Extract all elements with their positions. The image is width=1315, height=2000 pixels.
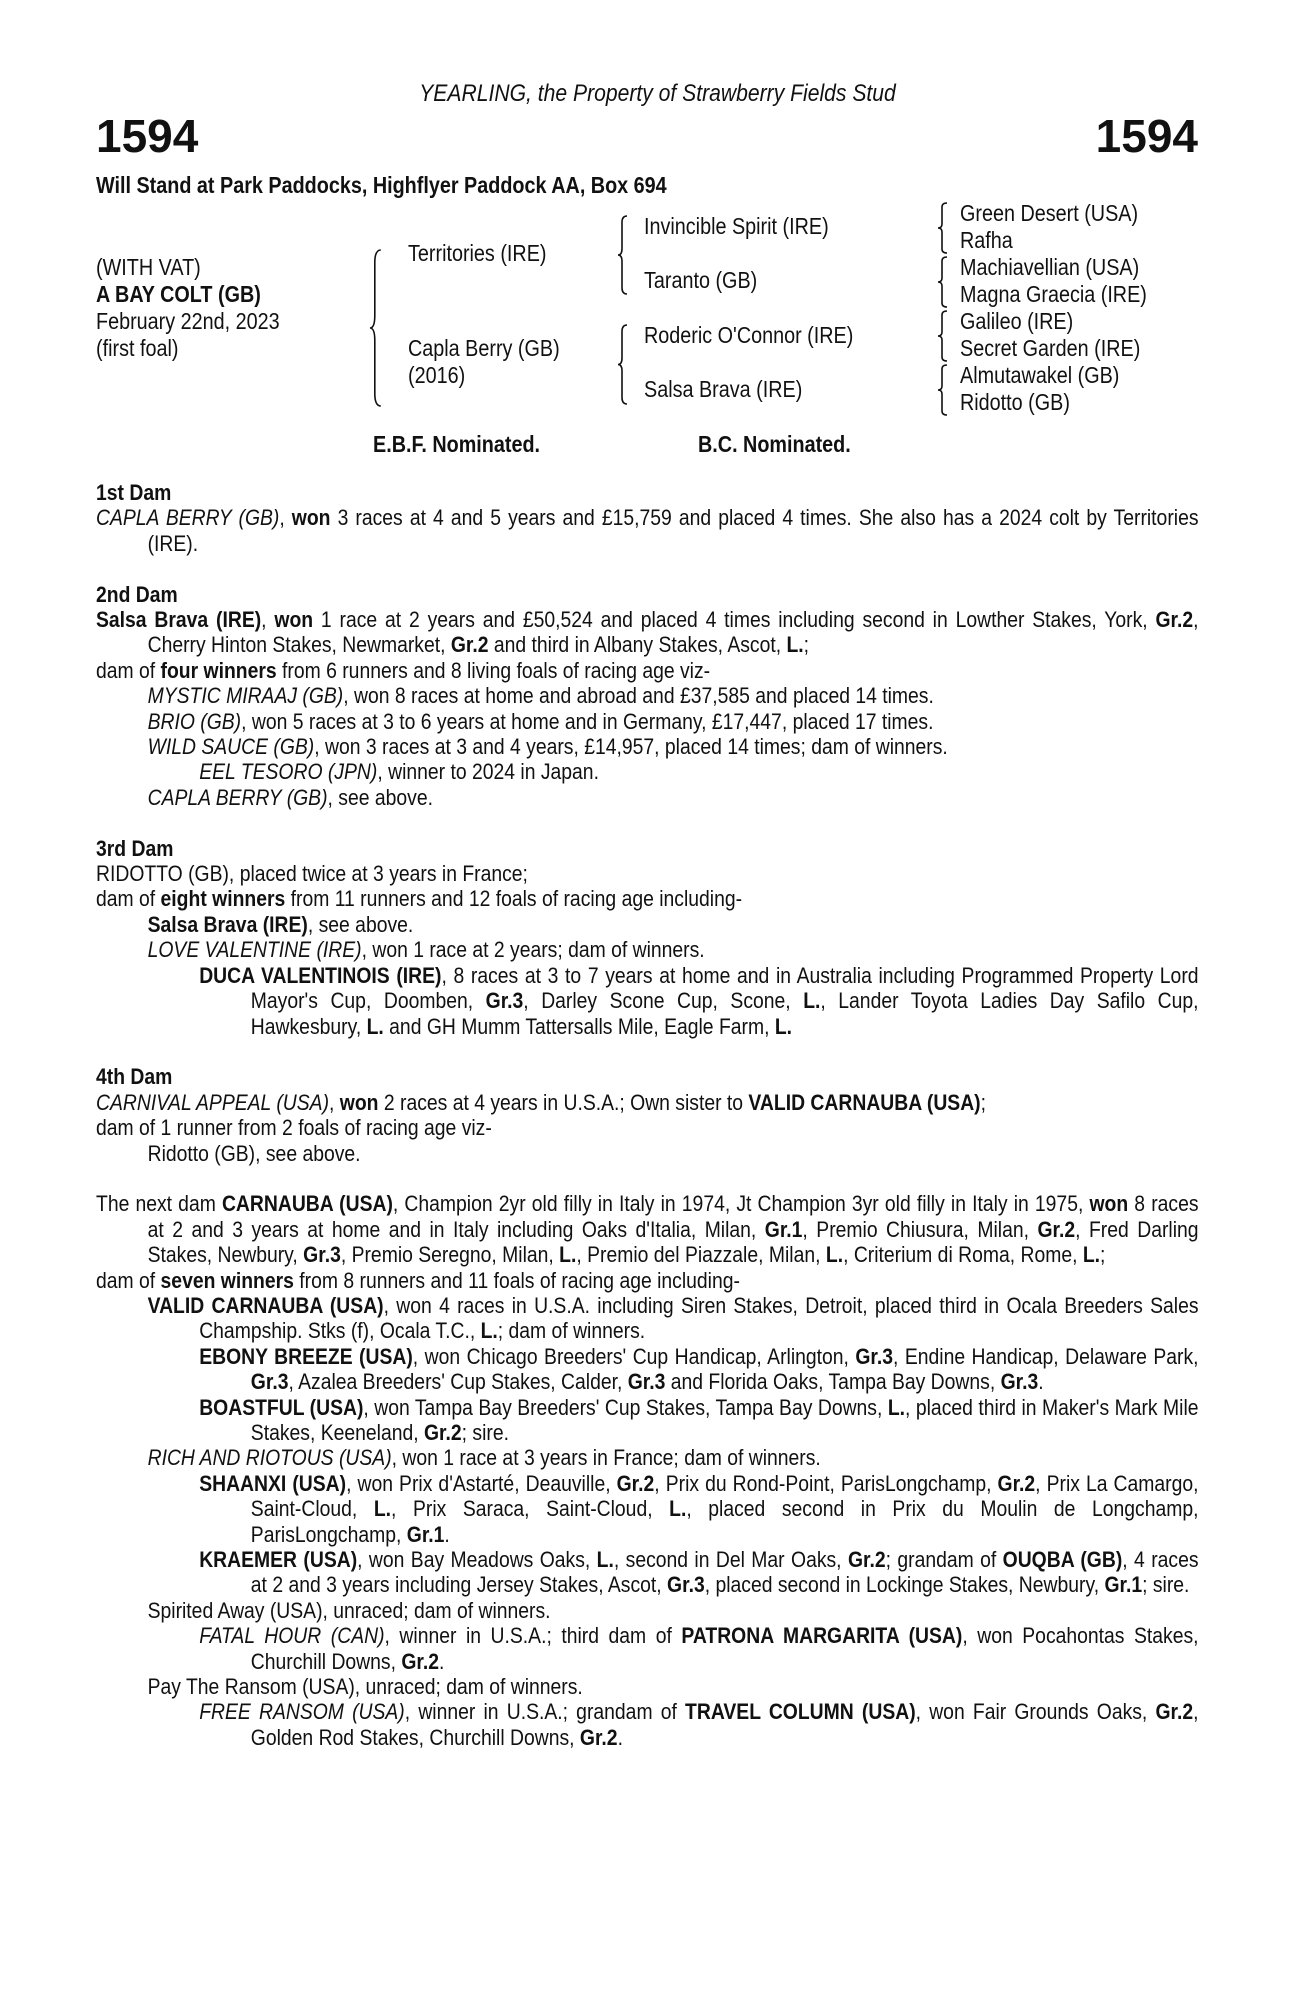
bold-text: L. (669, 1496, 687, 1522)
section-heading: 2nd Dam (96, 581, 178, 607)
gen3-horse: Secret Garden (IRE) (960, 335, 1141, 361)
pedigree-entry (96, 1471, 1199, 1547)
bold-text: won (291, 505, 331, 531)
bc-nomination: B.C. Nominated. (698, 431, 851, 457)
location: Will Stand at Park Paddocks, Highflyer Paddock AA, Box 694 (96, 172, 667, 198)
text: , placed second in Prix du Moulin de Longchamp, ParisLongchamp, (250, 1496, 1199, 1547)
pedigree-entry (96, 1141, 1199, 1166)
bold-text: Gr.3 (667, 1572, 705, 1598)
gen3-horse: Almutawakel (GB) (960, 362, 1120, 388)
bold-text: L. (774, 1013, 793, 1039)
text: 3 races at 4 and 5 years and £15,759 and placed 4 times. She also has a 2024 colt by Territories (IRE). (147, 505, 1199, 556)
text: Spirited Away (USA), unraced; dam of winners. (147, 1597, 551, 1623)
text: , placed second in Lockinge Stakes, Newbury, (704, 1572, 1105, 1598)
text: , Azalea Breeders' Cup Stakes, Calder, (288, 1369, 628, 1395)
bold-text: Salsa Brava (IRE) (96, 607, 262, 633)
pedigree-entry (96, 861, 1199, 886)
pedigree-entry (96, 658, 1199, 683)
text: RIDOTTO (GB), placed twice at 3 years in France; (96, 861, 528, 887)
pedigree-entry (96, 912, 1199, 937)
bold-text: Gr.2 (423, 1419, 462, 1445)
text: . (1038, 1369, 1044, 1395)
pedigree-entry (96, 1547, 1199, 1598)
dam-section (96, 1064, 1199, 1166)
bold-text: OUQBA (GB) (1002, 1547, 1123, 1572)
pedigree-brace (938, 311, 948, 361)
pedigree-entry (96, 759, 1199, 784)
text: . (444, 1521, 450, 1547)
vat-note: (WITH VAT) (96, 254, 201, 280)
text: dam of (96, 1267, 161, 1293)
bold-text: Gr.3 (1000, 1369, 1039, 1395)
pedigree-entry (96, 683, 1199, 708)
text: dam of (96, 657, 161, 683)
text: . (617, 1724, 623, 1750)
bold-text: Gr.2 (401, 1648, 440, 1674)
catalogue-page-body (96, 480, 1199, 1776)
text: and third in Albany Stakes, Ascot, (488, 632, 787, 658)
bold-text: CARNAUBA (USA) (221, 1191, 393, 1217)
bold-text: Gr.2 (847, 1547, 886, 1572)
italic-text: CARNIVAL APPEAL (USA) (96, 1089, 330, 1115)
text: , see above. (327, 784, 433, 810)
bold-text: L. (786, 632, 804, 658)
text: , won 4 races in U.S.A. including Siren Stakes, Detroit, placed third in Ocala Breeders Sales Champship. Stks (f), Ocala T.C., (199, 1292, 1199, 1344)
text: 1 race at 2 years and £50,524 and placed 4 times including second in Lowther Stakes, York, (313, 607, 1156, 633)
text: , won Tampa Bay Breeders' Cup Stakes, Tampa Bay Downs, (363, 1394, 888, 1420)
italic-text: RICH AND RIOTOUS (USA) (147, 1445, 392, 1471)
pedigree-entry (96, 1445, 1199, 1470)
text: , 4 races at 2 and 3 years including Jersey Stakes, Ascot, (250, 1547, 1199, 1598)
text: , Fred Darling Stakes, Newbury, (147, 1216, 1199, 1268)
bold-text: L. (480, 1318, 498, 1344)
gen3-horse: Ridotto (GB) (960, 389, 1070, 415)
dam-section (96, 1191, 1199, 1750)
text: , won 1 race at 2 years; dam of winners. (361, 937, 705, 963)
dam-section (96, 480, 1199, 556)
gen3-horse: Galileo (IRE) (960, 308, 1074, 334)
text: , Premio del Piazzale, Milan, (576, 1242, 826, 1268)
sire: Territories (IRE) (408, 240, 547, 266)
bold-text: Gr.1 (406, 1521, 445, 1547)
sire-sire: Invincible Spirit (IRE) (644, 213, 829, 239)
italic-text: LOVE VALENTINE (IRE) (147, 937, 362, 963)
text: , won 5 races at 3 to 6 years at home and in Germany, £17,447, placed 17 times. (241, 708, 934, 734)
text: , Cherry Hinton Stakes, Newmarket, (147, 607, 1199, 658)
italic-text: EEL TESORO (JPN) (199, 759, 378, 785)
bold-text: won (1089, 1191, 1129, 1217)
horse-name: A BAY COLT (GB) (96, 281, 261, 307)
text: , won Bay Meadows Oaks, (357, 1547, 597, 1572)
dam-dam: Salsa Brava (IRE) (644, 376, 803, 402)
bold-text: Gr.1 (764, 1216, 803, 1242)
dam: Capla Berry (GB) (408, 335, 560, 361)
text: ; (980, 1089, 987, 1115)
text: , Premio Chiusura, Milan, (802, 1216, 1038, 1242)
section-heading: 3rd Dam (96, 835, 174, 861)
text: ; grandam of (885, 1547, 1003, 1572)
pedigree-entry (96, 1191, 1199, 1267)
text: , Premio Seregno, Milan, (340, 1242, 560, 1268)
bold-text: Gr.2 (616, 1470, 655, 1496)
text: ; sire. (461, 1419, 509, 1445)
section-heading: 4th Dam (96, 1064, 173, 1090)
pedigree-entry (96, 734, 1199, 759)
gen3-horse: Magna Graecia (IRE) (960, 281, 1147, 307)
pedigree-entry (96, 1598, 1199, 1623)
bold-text: Gr.2 (997, 1470, 1036, 1496)
bold-text: L. (887, 1394, 906, 1420)
pedigree-entry (96, 1674, 1199, 1699)
dam-section (96, 582, 1199, 811)
text: , won Prix d'Astarté, Deauville, (346, 1470, 617, 1496)
text: , Golden Rod Stakes, Churchill Downs, (250, 1699, 1199, 1750)
bold-text: VALID CARNAUBA (USA) (147, 1292, 384, 1318)
catalogue-header: YEARLING, the Property of Strawberry Fields Stud (419, 80, 896, 107)
italic-text: FREE RANSOM (USA) (199, 1699, 405, 1725)
italic-text: CAPLA BERRY (GB) (147, 784, 328, 810)
bold-text: KRAEMER (USA) (199, 1547, 358, 1572)
pedigree-entry (96, 937, 1199, 962)
sire-dam: Taranto (GB) (644, 267, 758, 293)
text: , Criterium di Roma, Rome, (843, 1242, 1083, 1268)
pedigree-entry (96, 785, 1199, 810)
lot-number-right: 1594 (1095, 110, 1198, 162)
section-heading: 1st Dam (96, 480, 172, 505)
text: from 8 runners and 11 foals of racing age including- (293, 1267, 740, 1293)
text: ; (803, 632, 810, 658)
text: , (329, 1089, 340, 1115)
foal-note: (first foal) (96, 335, 179, 361)
bold-text: Gr.3 (250, 1369, 289, 1395)
text: , Endine Handicap, Delaware Park, (893, 1343, 1199, 1369)
text: and GH Mumm Tattersalls Mile, Eagle Farm, (383, 1013, 775, 1039)
dam-section (96, 836, 1199, 1039)
text: , see above. (307, 911, 414, 937)
text: , won 3 races at 3 and 4 years, £14,957, placed 14 times; dam of winners. (314, 734, 948, 760)
pedigree-entry (96, 886, 1199, 911)
bold-text: Gr.2 (1155, 1699, 1194, 1725)
text: . (439, 1648, 445, 1674)
bold-text: Gr.3 (485, 988, 524, 1014)
bold-text: Gr.2 (579, 1724, 618, 1750)
text: , 8 races at 3 to 7 years at home and in Australia including Programmed Property Lord Mayor's Cup, Doomben, (250, 962, 1199, 1014)
pedigree-entry (96, 1293, 1199, 1344)
bold-text: seven winners (160, 1267, 294, 1293)
text: 2 races at 4 years in U.S.A.; Own sister to (378, 1089, 749, 1115)
ebf-nomination: E.B.F. Nominated. (373, 431, 541, 457)
bold-text: Gr.1 (1104, 1572, 1143, 1598)
pedigree-entry (96, 607, 1199, 658)
foaling-date: February 22nd, 2023 (96, 308, 280, 334)
text: , Prix du Rond-Point, ParisLongchamp, (654, 1470, 998, 1496)
text: , Darley Scone Cup, Scone, (523, 988, 804, 1014)
text: dam of 1 runner from 2 foals of racing age viz- (96, 1115, 492, 1141)
bold-text: SHAANXI (USA) (199, 1470, 347, 1496)
text: , winner in U.S.A.; third dam of (384, 1623, 682, 1649)
pedigree-entry (96, 1268, 1199, 1293)
pedigree-brace (618, 216, 628, 294)
text: , won Chicago Breeders' Cup Handicap, Arlington, (412, 1343, 856, 1369)
bold-text: BOASTFUL (USA) (199, 1394, 364, 1420)
bold-text: EBONY BREEZE (USA) (199, 1343, 413, 1369)
text: , winner in U.S.A.; grandam of (404, 1699, 686, 1725)
bold-text: L. (803, 988, 821, 1014)
text: , won Pocahontas Stakes, Churchill Downs, (250, 1623, 1199, 1674)
text: , won Fair Grounds Oaks, (915, 1699, 1156, 1725)
lot-number-left: 1594 (96, 110, 199, 162)
text: dam of (96, 886, 161, 912)
bold-text: Gr.2 (450, 632, 489, 658)
dam-year: (2016) (408, 362, 466, 388)
pedigree-entry (96, 1395, 1199, 1446)
bold-text: TRAVEL COLUMN (USA) (685, 1699, 916, 1725)
pedigree-entry (96, 1090, 1199, 1115)
italic-text: CAPLA BERRY (GB) (96, 505, 280, 531)
bold-text: L. (1082, 1242, 1101, 1268)
bold-text: PATRONA MARGARITA (USA) (681, 1623, 963, 1649)
text: The next dam (96, 1191, 222, 1217)
bold-text: DUCA VALENTINOIS (IRE) (199, 962, 442, 988)
gen3-horse: Green Desert (USA) (960, 200, 1139, 226)
pedigree-entry (96, 505, 1199, 556)
bold-text: L. (366, 1013, 384, 1039)
bold-text: L. (373, 1496, 392, 1522)
text: from 11 runners and 12 foals of racing age including- (285, 886, 743, 912)
bold-text: Gr.3 (303, 1242, 341, 1268)
bold-text: Gr.3 (855, 1343, 894, 1369)
pedigree-entry (96, 1344, 1199, 1395)
bold-text: won (274, 607, 314, 633)
pedigree-brace (938, 203, 948, 253)
pedigree-entry (96, 1115, 1199, 1140)
bold-text: VALID CARNAUBA (USA) (748, 1089, 981, 1115)
text: , won 8 races at home and abroad and £37,585 and placed 14 times. (343, 683, 934, 709)
text: , Lander Toyota Ladies Day Safilo Cup, Hawkesbury, (250, 988, 1199, 1039)
bold-text: four winners (160, 657, 277, 683)
text: , placed third in Maker's Mark Mile Stakes, Keeneland, (250, 1394, 1199, 1445)
text: ; (1100, 1242, 1106, 1268)
gen3-horse: Machiavellian (USA) (960, 254, 1140, 280)
italic-text: FATAL HOUR (CAN) (199, 1623, 385, 1649)
text: , (261, 607, 275, 633)
pedigree-brace (938, 257, 948, 307)
text: , won 1 race at 3 years in France; dam of winners. (391, 1445, 821, 1471)
text: ; sire. (1142, 1572, 1190, 1598)
bold-text: won (339, 1089, 379, 1115)
pedigree-entry (96, 963, 1199, 1039)
text: and Florida Oaks, Tampa Bay Downs, (665, 1369, 1001, 1395)
bold-text: Salsa Brava (IRE) (147, 911, 308, 937)
text: , Prix Saraca, Saint-Cloud, (391, 1496, 670, 1522)
pedigree-entry (96, 1623, 1199, 1674)
bold-text: L. (596, 1547, 614, 1572)
dam-sire: Roderic O'Connor (IRE) (644, 322, 854, 348)
text: ; dam of winners. (497, 1318, 646, 1344)
text: 8 races at 2 and 3 years at home and in Italy including Oaks d'Italia, Milan, (147, 1191, 1199, 1242)
pedigree-brace (370, 250, 382, 406)
text: Pay The Ransom (USA), unraced; dam of winners. (147, 1674, 583, 1700)
italic-text: WILD SAUCE (GB) (147, 734, 315, 760)
text: , (279, 505, 292, 531)
italic-text: BRIO (GB) (147, 708, 242, 734)
pedigree-brace (618, 325, 628, 404)
pedigree-entry (96, 709, 1199, 734)
bold-text: L. (559, 1242, 577, 1268)
bold-text: Gr.2 (1037, 1216, 1076, 1242)
text: , Champion 2yr old filly in Italy in 1974, Jt Champion 3yr old filly in Italy in 1975, (392, 1191, 1090, 1217)
italic-text: MYSTIC MIRAAJ (GB) (147, 683, 344, 709)
bold-text: Gr.3 (627, 1369, 666, 1395)
pedigree-brace (938, 365, 948, 415)
bold-text: L. (825, 1242, 844, 1268)
text: , winner to 2024 in Japan. (377, 759, 599, 785)
bold-text: Gr.2 (1155, 607, 1194, 633)
text: Ridotto (GB), see above. (147, 1140, 361, 1166)
text: from 6 runners and 8 living foals of racing age viz- (276, 657, 711, 683)
bold-text: eight winners (160, 886, 286, 912)
pedigree-entry (96, 1699, 1199, 1750)
gen3-horse: Rafha (960, 227, 1013, 253)
text: , Prix La Camargo, Saint-Cloud, (250, 1470, 1199, 1522)
text: , second in Del Mar Oaks, (613, 1547, 848, 1572)
